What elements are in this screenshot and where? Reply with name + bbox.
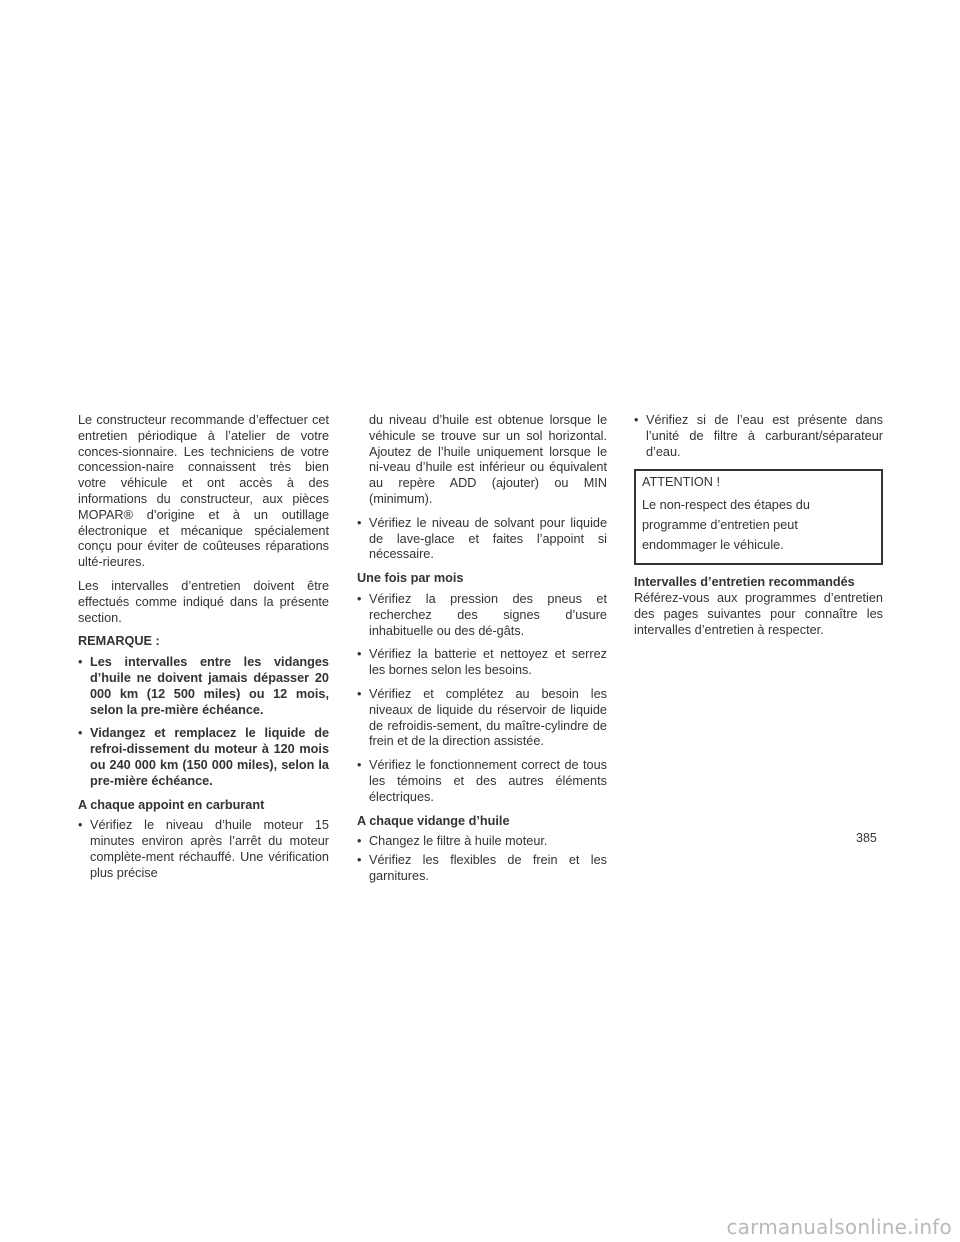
bullet-icon: • [357,834,362,849]
list-item-text: Les intervalles entre les vidanges d’huile ne doivent jamais dépasser 20 000 km (12 500 miles) ou 12 mois, selon la pre-mière échéance. [90,655,329,717]
list-item [357,516,607,563]
list-item-text: Vérifiez le niveau de solvant pour liquide de lave-glace et faites l’appoint si nécessaire. [369,515,607,562]
bullet-icon: • [78,818,83,833]
maintenance-intervals-heading: Intervalles d’entretien recommandés [634,575,855,590]
bullet-icon: • [357,591,362,606]
warning-title: ATTENTION ! [642,475,721,490]
monthly-list [357,592,607,806]
fuel-refill-list-continued [357,516,607,563]
list-item [357,758,607,805]
remarque-list [78,655,329,789]
intervals-note-paragraph: Les intervalles d’entretien doivent être effectués comme indiqué dans la présente section. [78,578,329,625]
text-column-right [634,413,883,646]
bullet-icon: • [357,647,362,662]
bullet-icon: • [78,726,83,741]
oil-change-heading: A chaque vidange d’huile [357,813,510,828]
list-item-text: Vérifiez si de l’eau est présente dans l’unité de filtre à carburant/séparateur d’eau. [646,413,883,459]
list-item-continuation: du niveau d’huile est obtenue lorsque le véhicule se trouve sur un sol horizontal. Ajoutez de l’huile uniquement lorsque le ni-veau d’huile est inférieur ou équivalent au repère ADD (ajouter) ou MIN (minimum). [369,413,607,506]
fuel-refill-heading: A chaque appoint en carburant [78,797,265,812]
list-item [634,413,883,460]
page-number: 385 [856,831,877,845]
list-item [357,853,607,885]
bullet-icon: • [634,413,639,427]
list-item [78,818,329,881]
oil-change-list-continued [634,413,883,460]
list-item [357,647,607,679]
list-item-text: Vérifiez et complétez au besoin les niveaux de liquide du réservoir de liquide de refroidis-sement, du maître-cylindre de frein et de la direction assistée. [369,686,607,749]
remarque-heading: REMARQUE : [78,634,160,649]
list-item-text: Vérifiez le fonctionnement correct de tous les témoins et des autres éléments électriques. [369,758,607,804]
list-item [357,592,607,639]
bullet-icon: • [357,853,362,868]
list-item-text: Vérifiez les flexibles de frein et les garnitures. [369,853,607,883]
list-item-text: Vérifiez la pression des pneus et recherchez des signes d’usure inhabituelle ou des dé-gâts. [369,591,607,638]
list-item [357,834,607,850]
list-item-text: Vérifiez le niveau d’huile moteur 15 minutes environ après l’arrêt du moteur complète-ment réchauffé. Une vérification plus précise [90,818,329,880]
oil-change-list [357,834,607,884]
text-column-left [78,413,329,890]
list-item [78,726,329,789]
list-item-text: Vidangez et remplacez le liquide de refroi-dissement du moteur à 120 mois ou 240 000 km (150 000 miles), selon la pre-mière échéance. [90,726,329,788]
list-item [78,655,329,718]
list-item-text: Vérifiez la batterie et nettoyez et serrez les bornes selon les besoins. [369,647,607,678]
watermark: carmanualsonline.info [726,1215,952,1240]
warning-box [634,469,883,565]
maintenance-intervals-text: Référez-vous aux programmes d’entretien des pages suivantes pour connaître les intervalles d’entretien à respecter. [634,590,883,637]
bullet-icon: • [357,515,362,530]
list-item-text: Changez le filtre à huile moteur. [369,834,548,849]
fuel-refill-list [78,818,329,881]
warning-text: Le non-respect des étapes du programme d’entretien peut endommager le véhicule. [642,498,810,553]
intro-paragraph: Le constructeur recommande d’effectuer cet entretien périodique à l’atelier de votre conces-sionnaire. Les techniciens de votre concession-naire connaissent très bien votre véhicule et ont accès à des informations du constructeur, aux pièces MOPAR® d’origine et à un outillage électronique et mécanique spécialement conçu pour éviter de coûteuses réparations ulté-rieures. [78,413,329,570]
list-item [357,687,607,750]
bullet-icon: • [357,686,362,701]
bullet-icon: • [78,655,83,670]
text-column-middle [357,413,607,893]
bullet-icon: • [357,758,362,773]
monthly-heading: Une fois par mois [357,571,464,586]
